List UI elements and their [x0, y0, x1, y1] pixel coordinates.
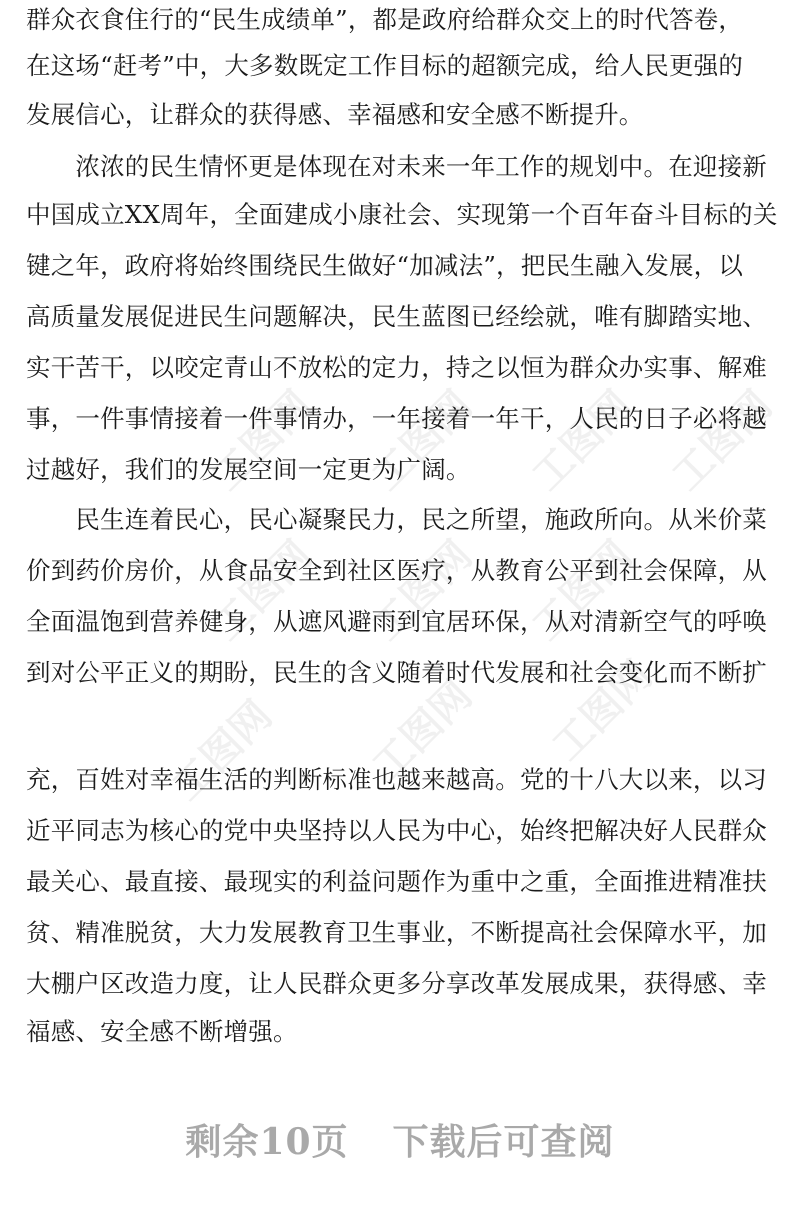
watermark: 工图网 [663, 382, 782, 500]
watermark: 工图网 [363, 532, 482, 650]
watermark: 工图网 [523, 382, 642, 500]
text-line: 最关心、最直接、最现实的利益问题作为重中之重，全面推进精准扶 [26, 867, 767, 896]
text-line: 福感、安全感不断增强。 [26, 1017, 298, 1046]
text-line: 高质量发展促进民生问题解决，民生蓝图已经绘就，唯有脚踏实地、 [26, 302, 767, 331]
text-line: 充，百姓对幸福生活的判断标准也越来越高。党的十八大以来，以习 [26, 765, 767, 794]
text-line: 浓浓的民生情怀更是体现在对未来一年工作的规划中。在迎接新 [26, 152, 767, 181]
text-line: 价到药价房价，从食品安全到社区医疗，从教育公平到社会保障，从 [26, 556, 767, 585]
watermark: 工图网 [203, 382, 322, 500]
download-to-view-label: 下载后可查阅 [392, 1121, 615, 1163]
text-line: 群众衣食住行的“民生成绩单”，都是政府给群众交上的时代答卷， [26, 5, 744, 34]
text-line: 键之年，政府将始终围绕民生做好“加减法”，把民生融入发展，以 [26, 251, 744, 280]
remaining-pages-label: 剩余10页 [185, 1121, 349, 1163]
text-line: 事，一件事情接着一件事情办，一年接着一年干，人民的日子必将越 [26, 404, 767, 433]
text-line: 贫、精准脱贫，大力发展教育卫生事业，不断提高社会保障水平，加 [26, 918, 767, 947]
text-line: 全面温饱到营养健身，从遮风避雨到宜居环保，从对清新空气的呼唤 [26, 607, 767, 636]
text-line: 实干苦干，以咬定青山不放松的定力，持之以恒为群众办实事、解难 [26, 353, 767, 382]
text-line: 发展信心，让群众的获得感、幸福感和安全感不断提升。 [26, 100, 644, 129]
text-line: 大棚户区改造力度，让人民群众更多分享改革发展成果，获得感、幸 [26, 969, 767, 998]
text-line: 在这场“赶考”中，大多数既定工作目标的超额完成，给人民更强的 [26, 51, 744, 80]
text-line: 过越好，我们的发展空间一定更为广阔。 [26, 455, 471, 484]
download-banner[interactable] [0, 1112, 800, 1172]
watermark: 工图网 [363, 382, 482, 500]
text-line: 近平同志为核心的党中央坚持以人民为中心，始终把解决好人民群众 [26, 816, 767, 845]
watermark: 工图网 [163, 692, 282, 810]
watermark: 工图网 [203, 532, 322, 650]
watermark: 工图网 [363, 672, 482, 790]
text-line: 中国成立XX周年，全面建成小康社会、实现第一个百年奋斗目标的关 [26, 200, 778, 229]
text-line: 到对公平正义的期盼，民生的含义随着时代发展和社会变化而不断扩 [26, 658, 767, 687]
text-line: 民生连着民心，民心凝聚民力，民之所望，施政所向。从米价菜 [26, 505, 767, 534]
watermark: 工图网 [543, 652, 662, 770]
watermark: 工图网 [523, 532, 642, 650]
